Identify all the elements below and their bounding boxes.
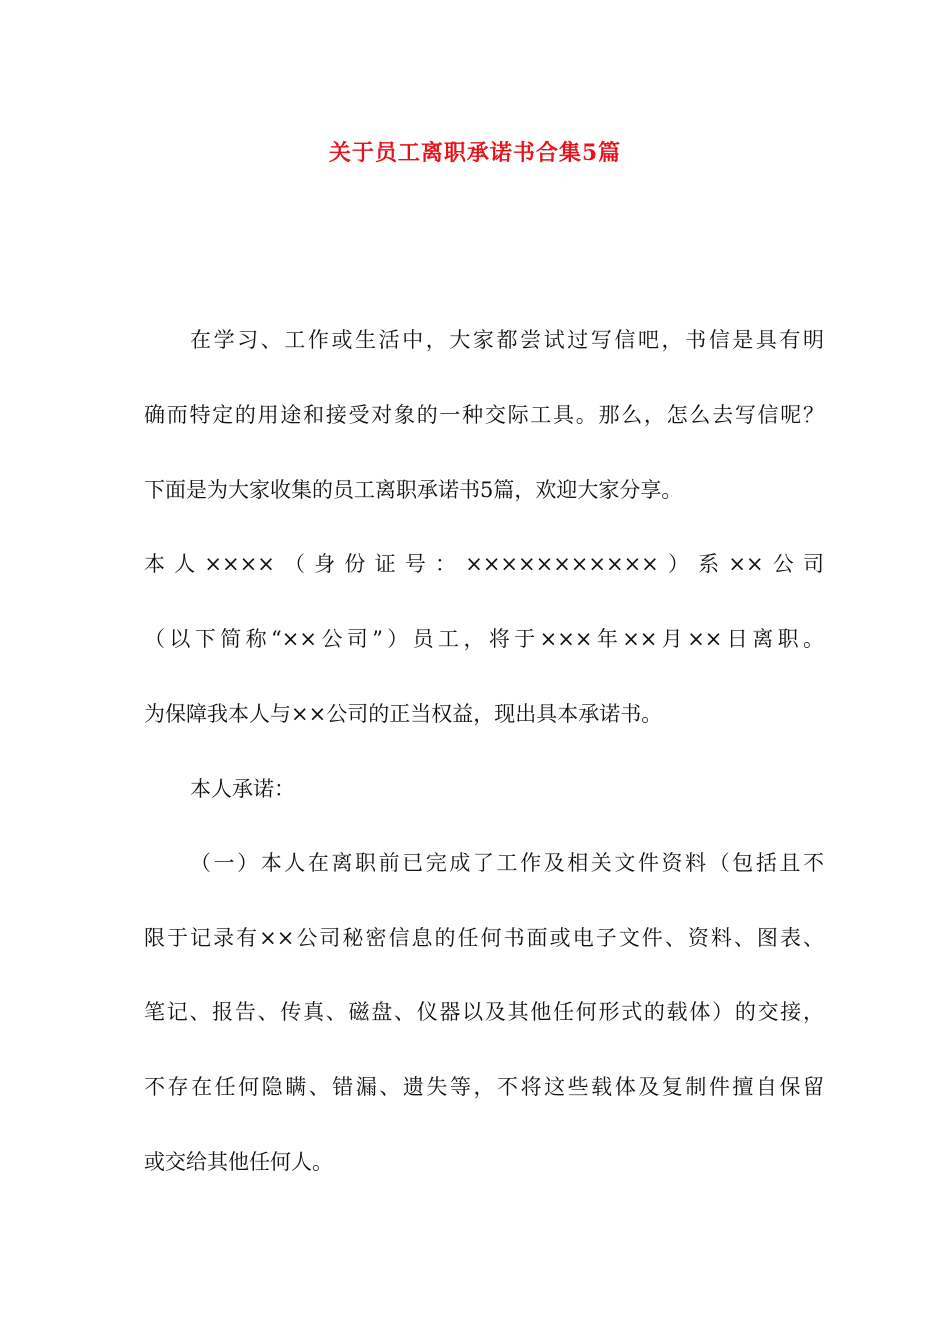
paragraph-line: （一）本人在离职前已完成了工作及相关文件资料（包括且不 (190, 851, 824, 875)
paragraph-line: 确而特定的用途和接受对象的一种交际工具。那么，怎么去写信呢？ (144, 403, 824, 427)
paragraph-line: 不存在任何隐瞒、错漏、遗失等，不将这些载体及复制件擅自保留 (144, 1075, 824, 1099)
paragraph-line: 本人××××（身份证号：×××××××××××）系××公司 (144, 552, 824, 576)
paragraph-line: 笔记、报告、传真、磁盘、仪器以及其他任何形式的载体）的交接， (144, 1000, 824, 1024)
paragraph-line: 或交给其他任何人。 (144, 1150, 333, 1174)
paragraph-line: 下面是为大家收集的员工离职承诺书5篇，欢迎大家分享。 (144, 478, 683, 502)
paragraph-line: （以下简称“××公司”）员工，将于×××年××月××日离职。 (144, 627, 824, 651)
paragraph-line: 为保障我本人与××公司的正当权益，现出具本承诺书。 (144, 702, 663, 726)
paragraph-line: 限于记录有××公司秘密信息的任何书面或电子文件、资料、图表、 (144, 926, 824, 950)
document-title: 关于员工离职承诺书合集5篇 (328, 140, 622, 166)
paragraph-line: 本人承诺： (190, 777, 295, 801)
paragraph-line: 在学习、工作或生活中，大家都尝试过写信吧，书信是具有明 (190, 328, 824, 352)
